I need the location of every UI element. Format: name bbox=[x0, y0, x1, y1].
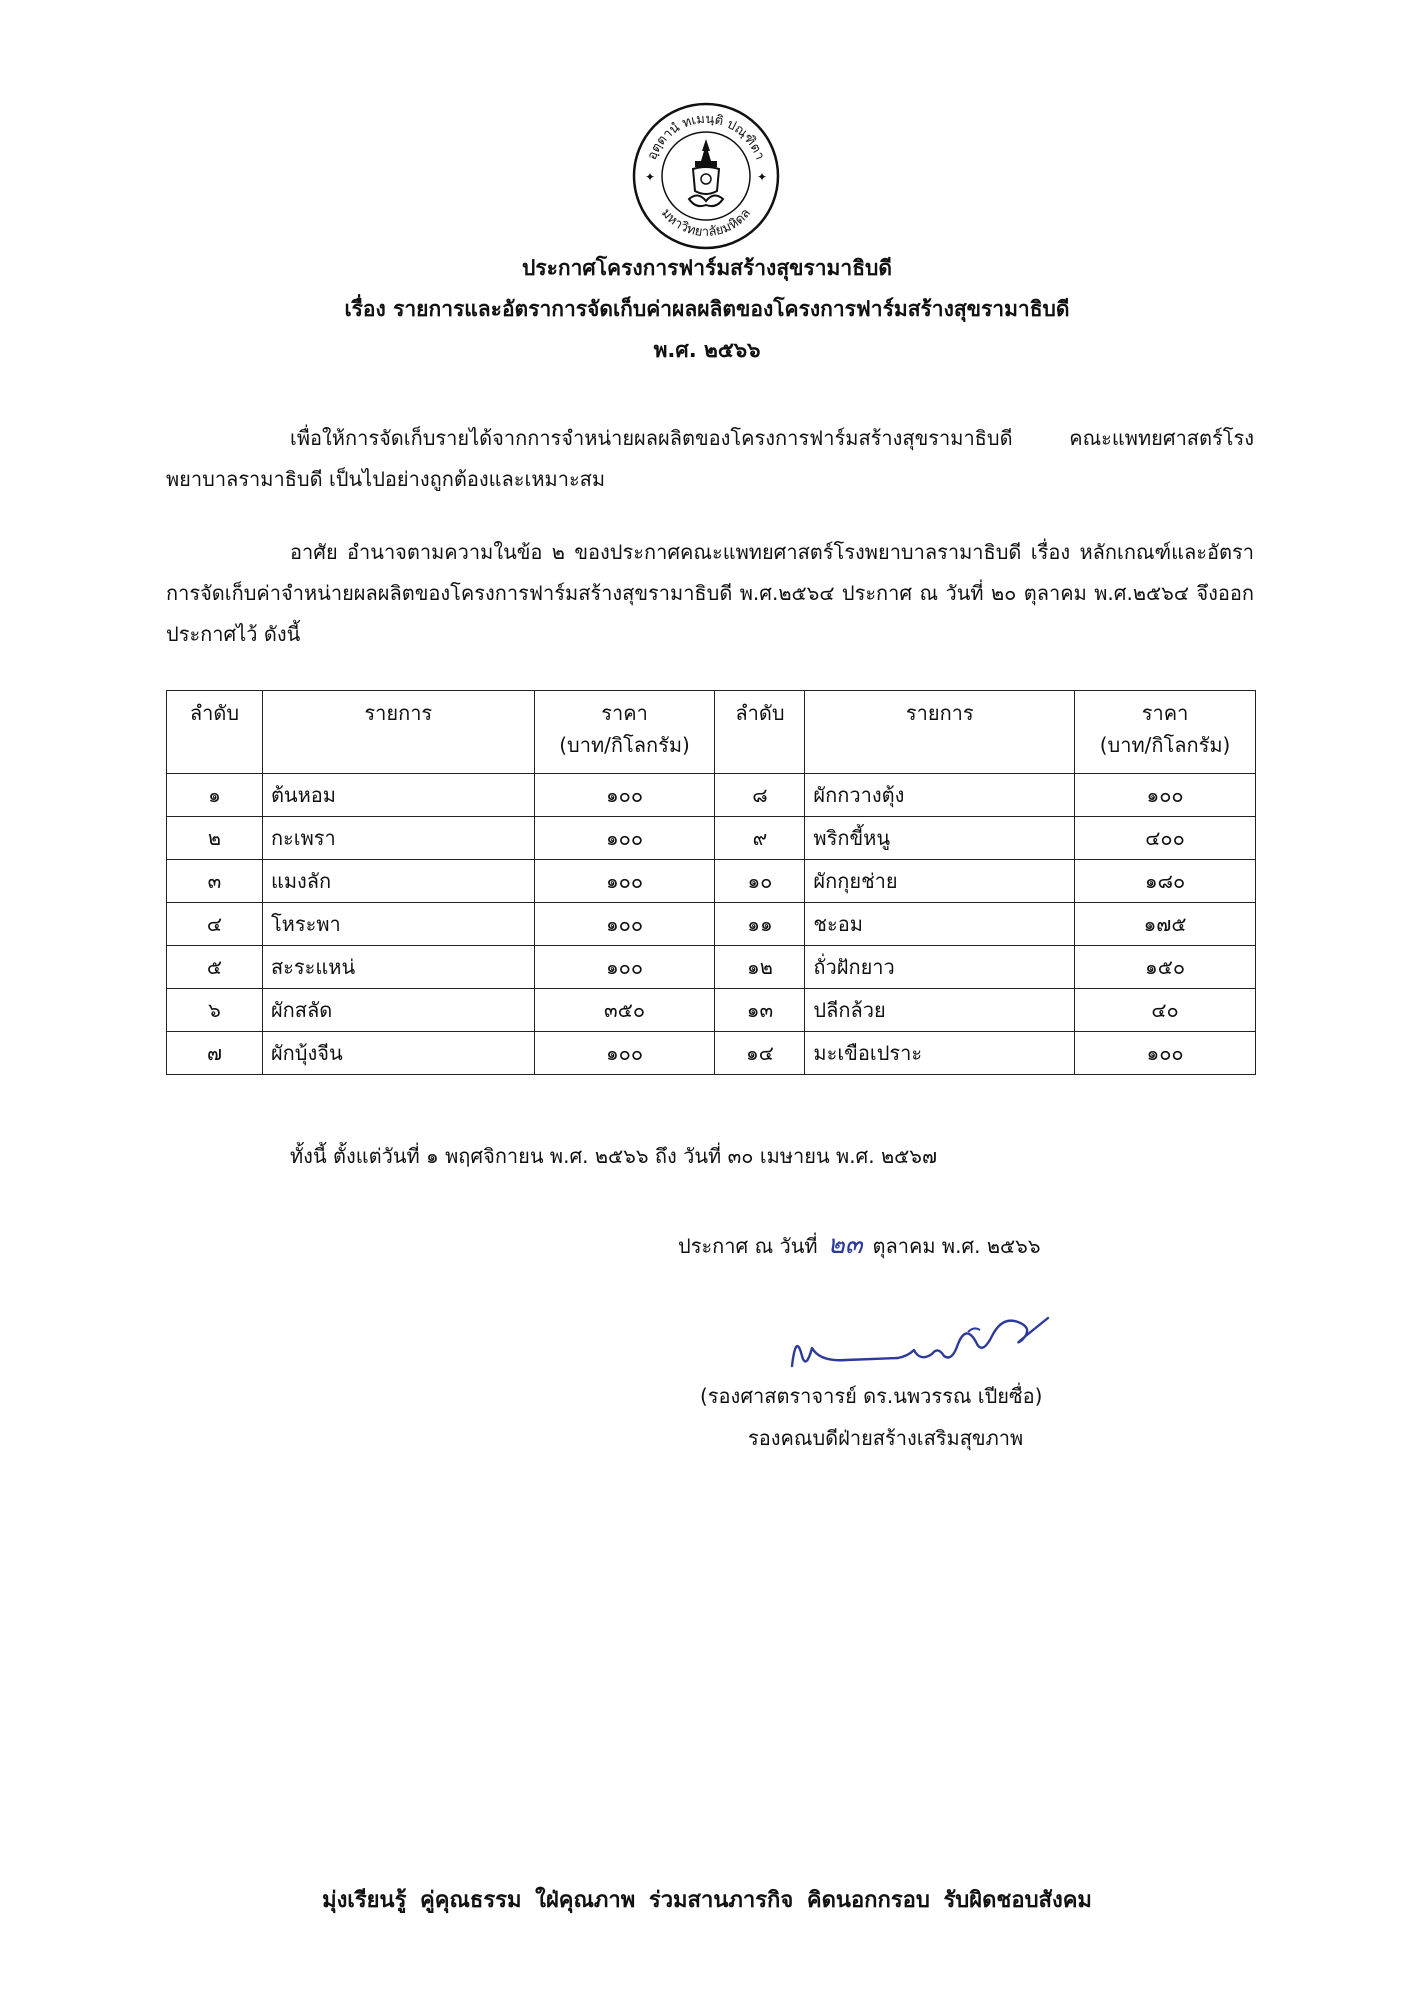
table-row bbox=[167, 860, 1256, 903]
cell-price: ๑๕๐ bbox=[1075, 946, 1256, 989]
validity-period: ทั้งนี้ ตั้งแต่วันที่ ๑ พฤศจิกายน พ.ศ. ๒๕๖๖ ถึง วันที่ ๓๐ เมษายน พ.ศ. ๒๕๖๗ bbox=[290, 1144, 938, 1168]
svg-text:✦: ✦ bbox=[757, 170, 768, 184]
cell-item: ถั่วฝักยาว bbox=[805, 946, 1075, 989]
cell-price: ๔๐ bbox=[1075, 989, 1256, 1032]
cell-price: ๑๐๐ bbox=[534, 946, 715, 989]
handwritten-day: ๒๓ bbox=[827, 1230, 863, 1260]
table-row bbox=[167, 817, 1256, 860]
cell-item: ผักกวางตุ้ง bbox=[805, 774, 1075, 817]
paragraph-purpose bbox=[166, 418, 1254, 500]
col-header-item: รายการ bbox=[805, 691, 1075, 774]
col-header-item: รายการ bbox=[262, 691, 534, 774]
cell-price: ๑๐๐ bbox=[534, 1032, 715, 1075]
cell-price: ๑๗๕ bbox=[1075, 903, 1256, 946]
cell-price: ๓๕๐ bbox=[534, 989, 715, 1032]
cell-order: ๓ bbox=[167, 860, 263, 903]
paragraph-authority-text: อาศัย อำนาจตามความในข้อ ๒ ของประกาศคณะแพทยศาสตร์โรงพยาบาลรามาธิบดี เรื่อง หลักเกณฑ์และอัตราการจัดเก็บค่าจำหน่ายผลผลิตของโครงการฟาร์มสร้างสุขรามาธิบดี พ.ศ.๒๕๖๔ ประกาศ ณ วันที่ ๒๐ ตุลาคม พ.ศ.๒๕๖๔ จึงออกประกาศไว้ ดังนี้ bbox=[166, 540, 1254, 646]
signer-position: รองคณบดีฝ่ายสร้างเสริมสุขภาพ bbox=[748, 1426, 1024, 1450]
announcement-title-block bbox=[0, 248, 1414, 371]
cell-item: มะเขือเปราะ bbox=[805, 1032, 1075, 1075]
cell-order: ๑๔ bbox=[715, 1032, 805, 1075]
svg-text:มหาวิทยาลัยมหิดล bbox=[658, 206, 754, 240]
signer-name: (รองศาสตราจารย์ ดร.นพวรรณ เปียซื่อ) bbox=[700, 1384, 1043, 1408]
announcement-subject: เรื่อง รายการและอัตราการจัดเก็บค่าผลผลิตของโครงการฟาร์มสร้างสุขรามาธิบดี bbox=[344, 297, 1070, 321]
cell-item: ผักกุยช่าย bbox=[805, 860, 1075, 903]
table-row bbox=[167, 946, 1256, 989]
cell-order: ๕ bbox=[167, 946, 263, 989]
table-row bbox=[167, 774, 1256, 817]
price-table bbox=[166, 690, 1256, 1075]
cell-item: ผักสลัด bbox=[262, 989, 534, 1032]
table-row bbox=[167, 1032, 1256, 1075]
cell-order: ๑๐ bbox=[715, 860, 805, 903]
seal-top-text: อฺตฺตานํ ทเมนฺติ ปณฺฑิตา bbox=[644, 111, 768, 163]
col-header-order: ลำดับ bbox=[167, 691, 263, 774]
cell-order: ๗ bbox=[167, 1032, 263, 1075]
university-seal-logo bbox=[631, 101, 781, 251]
cell-order: ๑๑ bbox=[715, 903, 805, 946]
handwritten-signature bbox=[786, 1296, 1076, 1380]
paragraph-purpose-text: เพื่อให้การจัดเก็บรายได้จากการจำหน่ายผลผลิตของโครงการฟาร์มสร้างสุขรามาธิบดี คณะแพทยศาสตร์โรงพยาบาลรามาธิบดี เป็นไปอย่างถูกต้องและเหมาะสม bbox=[166, 426, 1254, 491]
cell-price: ๑๐๐ bbox=[1075, 1032, 1256, 1075]
announcement-date-prefix: ประกาศ ณ วันที่ bbox=[678, 1234, 818, 1258]
cell-price: ๑๘๐ bbox=[1075, 860, 1256, 903]
cell-price: ๔๐๐ bbox=[1075, 817, 1256, 860]
cell-order: ๖ bbox=[167, 989, 263, 1032]
cell-price: ๑๐๐ bbox=[534, 817, 715, 860]
cell-item: ต้นหอม bbox=[262, 774, 534, 817]
announcement-title: ประกาศโครงการฟาร์มสร้างสุขรามาธิบดี bbox=[522, 256, 892, 280]
cell-item: ชะอม bbox=[805, 903, 1075, 946]
announcement-date bbox=[678, 1224, 1041, 1265]
cell-order: ๔ bbox=[167, 903, 263, 946]
table-row bbox=[167, 989, 1256, 1032]
announcement-date-suffix: ตุลาคม พ.ศ. ๒๕๖๖ bbox=[872, 1234, 1041, 1258]
col-header-price: ราคา (บาท/กิโลกรัม) bbox=[1075, 691, 1256, 774]
col-header-order: ลำดับ bbox=[715, 691, 805, 774]
cell-price: ๑๐๐ bbox=[534, 860, 715, 903]
col-header-price: ราคา (บาท/กิโลกรัม) bbox=[534, 691, 715, 774]
cell-item: แมงลัก bbox=[262, 860, 534, 903]
table-row bbox=[167, 903, 1256, 946]
cell-item: โหระพา bbox=[262, 903, 534, 946]
cell-price: ๑๐๐ bbox=[534, 774, 715, 817]
announcement-year: พ.ศ. ๒๕๖๖ bbox=[653, 338, 761, 362]
cell-order: ๘ bbox=[715, 774, 805, 817]
cell-item: สะระแหน่ bbox=[262, 946, 534, 989]
cell-order: ๙ bbox=[715, 817, 805, 860]
table-header-row bbox=[167, 691, 1256, 774]
cell-item: พริกขี้หนู bbox=[805, 817, 1075, 860]
cell-item: ผักบุ้งจีน bbox=[262, 1032, 534, 1075]
cell-order: ๑๒ bbox=[715, 946, 805, 989]
cell-order: ๑๓ bbox=[715, 989, 805, 1032]
seal-bottom-text: มหาวิทยาลัยมหิดล bbox=[658, 205, 754, 241]
cell-item: กะเพรา bbox=[262, 817, 534, 860]
cell-order: ๒ bbox=[167, 817, 263, 860]
paragraph-authority bbox=[166, 532, 1254, 655]
footer-motto: มุ่งเรียนรู้ คู่คุณธรรม ใฝ่คุณภาพ ร่วมสานภารกิจ คิดนอกกรอบ รับผิดชอบสังคม bbox=[322, 1888, 1092, 1913]
svg-text:✦: ✦ bbox=[645, 170, 656, 184]
cell-price: ๑๐๐ bbox=[1075, 774, 1256, 817]
cell-item: ปลีกล้วย bbox=[805, 989, 1075, 1032]
cell-order: ๑ bbox=[167, 774, 263, 817]
cell-price: ๑๐๐ bbox=[534, 903, 715, 946]
